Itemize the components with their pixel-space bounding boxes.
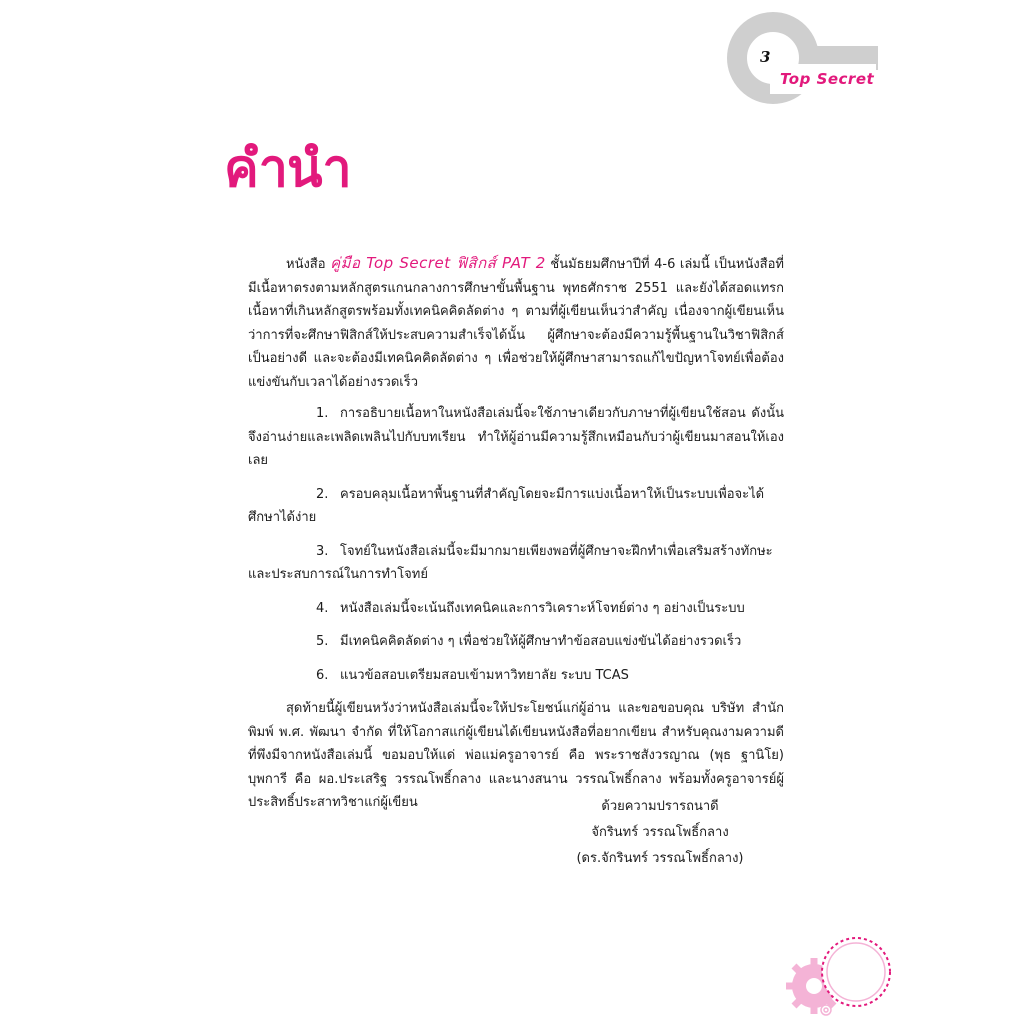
list-item-number: 3.: [316, 543, 329, 559]
brand-label: Top Secret: [780, 70, 875, 88]
list-item-number: 6.: [316, 667, 329, 683]
list-item: [248, 402, 784, 473]
list-item-number: 2.: [316, 486, 329, 502]
preface-body: [248, 252, 784, 815]
list-item-text: มีเทคนิคคิดลัดต่าง ๆ เพื่อช่วยให้ผู้ศึกษาทำข้อสอบแข่งขันได้อย่างรวดเร็ว: [340, 634, 742, 649]
page-number: 3: [760, 48, 771, 66]
gears-icon: [784, 924, 894, 1024]
intro-paragraph: [248, 252, 784, 394]
signature-full-name: (ดร.จักรินทร์ วรรณโพธิ์กลาง): [576, 851, 744, 866]
signature-greeting: ด้วยความปรารถนาดี: [601, 799, 719, 814]
closing-paragraph: สุดท้ายนี้ผู้เขียนหวังว่าหนังสือเล่มนี้จะให้ประโยชน์แก่ผู้อ่าน และขอขอบคุณ บริษัท สำนักพิมพ์ พ.ศ. พัฒนา จำกัด ที่ให้โอกาสแก่ผู้เขียนได้เขียนหนังสือที่อยากเขียน สำหรับคุณงามความดีที่พึงมีจากหนังสือเล่มนี้ ขอมอบให้แด่ พ่อแม่ครูอาจารย์ คือ พระราชสังวรญาณ (พุธ ฐานิโย) บุพการี คือ ผอ.ประเสริฐ วรรณโพธิ์กลาง และนางสนาน วรรณโพธิ์กลาง พร้อมทั้งครูอาจารย์ผู้ประสิทธิ์ประสาทวิชาแก่ผู้เขียน: [248, 701, 784, 810]
list-item: [248, 664, 784, 688]
list-item: [248, 540, 784, 587]
intro-after: ชั้นมัธยมศึกษาปีที่ 4-6 เล่มนี้ เป็นหนังสือที่มีเนื้อหาตรงตามหลักสูตรแกนกลางการศึกษาขั้นพื้นฐาน พุทธศักราช 2551 และยังได้สอดแทรกเนื้อหาที่เกินหลักสูตรพร้อมทั้งเทคนิคคิดลัดต่าง ๆ ตามที่ผู้เขียนเห็นว่าสำคัญ เนื่องจากผู้เขียนเห็นว่าการที่จะศึกษาฟิสิกส์ให้ประสบความสำเร็จได้นั้น ผู้ศึกษาจะต้องมีความรู้พื้นฐานในวิชาฟิสิกส์เป็นอย่างดี และจะต้องมีเทคนิคคิดลัดต่าง ๆ เพื่อช่วยให้ผู้ศึกษาสามารถแก้ไขปัญหาโจทย์เพื่อต้องแข่งขันกับเวลาได้อย่างรวดเร็ว: [248, 257, 784, 390]
signature-name: จักรินทร์ วรรณโพธิ์กลาง: [591, 825, 729, 840]
list-item-text: หนังสือเล่มนี้จะเน้นถึงเทคนิคและการวิเคราะห์โจทย์ต่าง ๆ อย่างเป็นระบบ: [340, 600, 745, 616]
list-item-number: 5.: [316, 634, 329, 649]
book-title-highlight: คู่มือ Top Secret ฟิสิกส์ PAT 2: [330, 254, 546, 272]
list-item-text: การอธิบายเนื้อหาในหนังสือเล่มนี้จะใช้ภาษาเดียวกับภาษาที่ผู้เขียนใช้สอน ดังนั้นจึงอ่านง่ายและเพลิดเพลินไปกับบทเรียน ทำให้ผู้อ่านมีความรู้สึกเหมือนกับว่าผู้เขียนมาสอนให้เองเลย: [248, 406, 784, 468]
list-item-number: 4.: [316, 600, 329, 616]
page-title: คำนำ: [224, 139, 351, 199]
list-item: [248, 483, 784, 530]
magnifier-ring-icon: [718, 6, 878, 116]
signature-block: [560, 794, 760, 872]
list-item-text: ครอบคลุมเนื้อหาพื้นฐานที่สำคัญโดยจะมีการแบ่งเนื้อหาให้เป็นระบบเพื่อจะได้ศึกษาได้ง่าย: [248, 486, 765, 525]
list-item-number: 1.: [316, 406, 329, 421]
intro-before: หนังสือ: [286, 257, 331, 272]
list-item-text: แนวข้อสอบเตรียมสอบเข้ามหาวิทยาลัย ระบบ TCAS: [340, 667, 629, 683]
list-item: [248, 597, 784, 621]
list-item: [248, 630, 784, 654]
list-item-text: โจทย์ในหนังสือเล่มนี้จะมีมากมายเพียงพอที่ผู้ศึกษาจะฝึกทำเพื่อเสริมสร้างทักษะและประสบการณ์ในการทำโจทย์: [248, 543, 773, 582]
